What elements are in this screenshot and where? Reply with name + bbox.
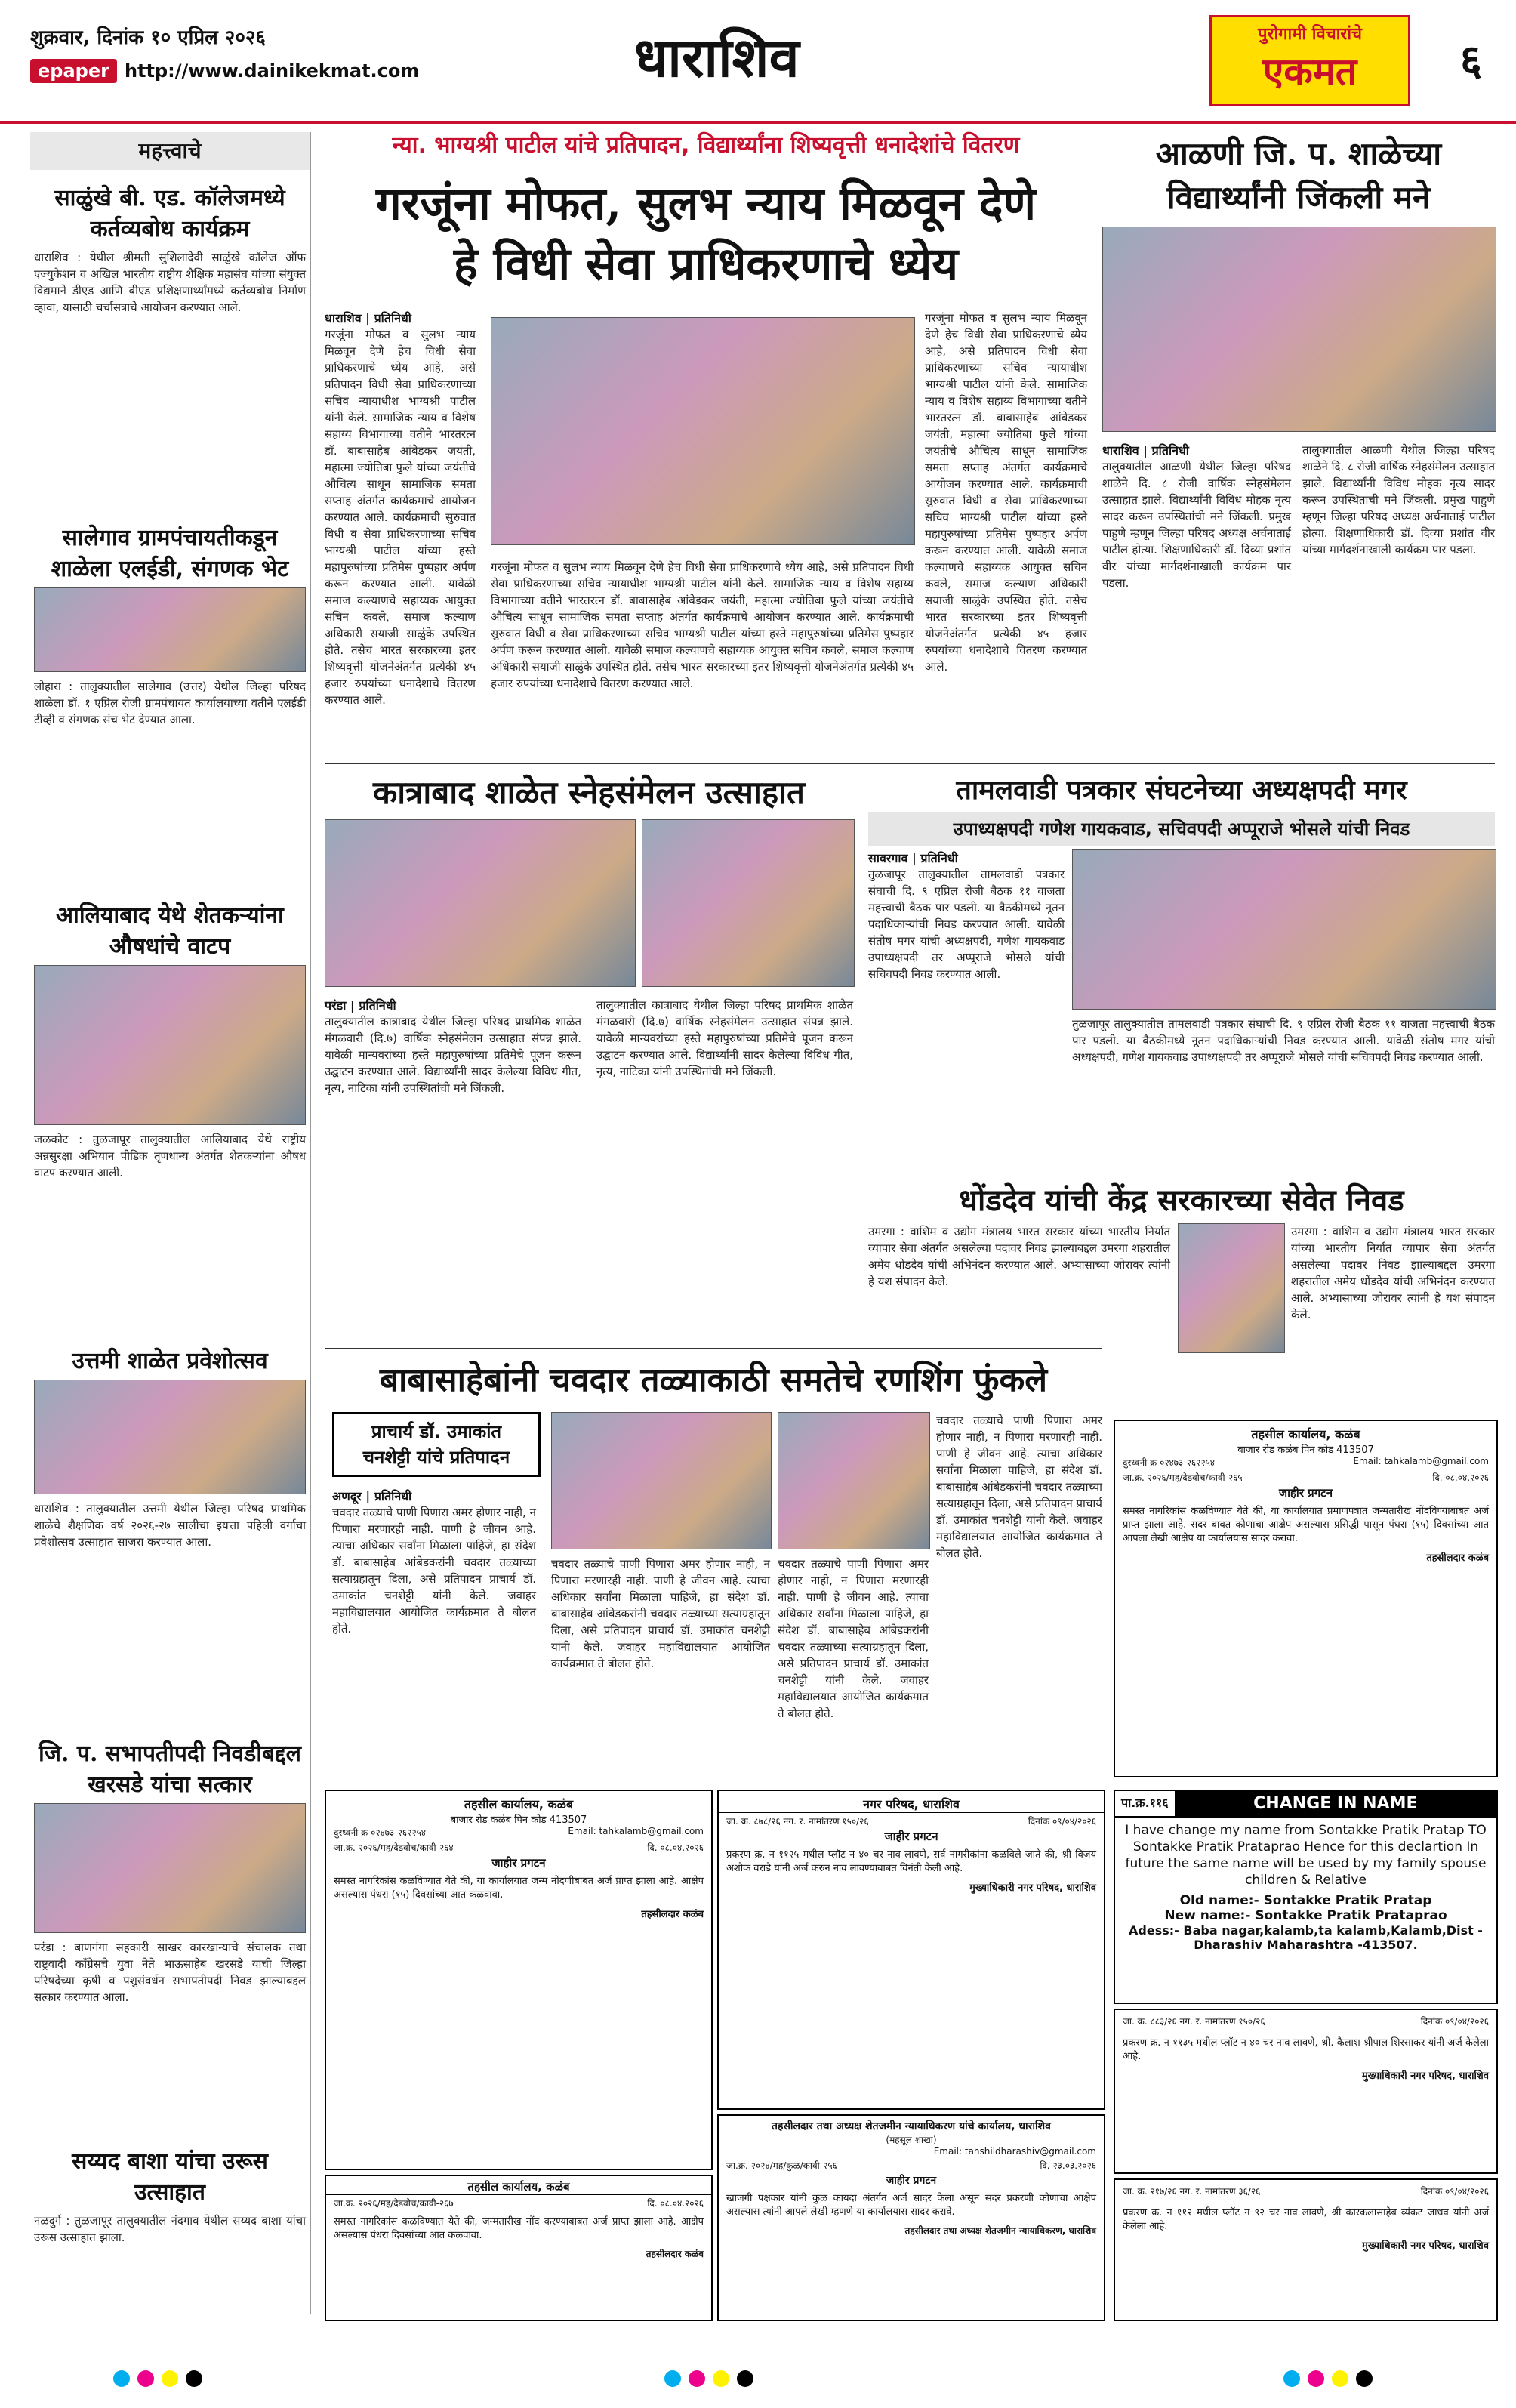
notice-sign: तहसीलदार कळंब xyxy=(1426,1552,1489,1564)
sidebar-item-4 xyxy=(34,1344,306,1550)
notice-sign: तहसीलदार कळंब xyxy=(646,2249,704,2259)
notice-ref: जा.क्र. २०२४/मह/कुळ/कावी-२५६ xyxy=(726,2160,837,2171)
color-bar-middle xyxy=(664,2370,753,2393)
notice-text: समस्त नागरिकांस कळविण्यात येते की, या कार्यालयात प्रमाणपत्रात जन्मतारीख नोंदविण्याबाबत अर्ज प्राप्त झाला आहे. सदर बाबत कोणाचा आक्षेप असल्यास प्रसिद्धी पासून पंधरा (१५) दिवसांच्या आत आपला लेखी आक्षेप या कार्यालयास सादर करावा. xyxy=(1123,1506,1489,1544)
notice-date: दिनांक ०९/०४/२०२६ xyxy=(1420,2186,1489,2197)
notice-text: प्रकरण क्र. न ११३५ मधील प्लॉट न ४० चर नाव लावणे, श्री. कैलाश श्रीपाल शिरसाकर यांनी अर्ज केलेला आहे. xyxy=(1123,2037,1489,2062)
notice-sign: मुख्याधिकारी नगर परिषद, धाराशिव xyxy=(1361,2070,1489,2082)
ad-address: Adess:- Baba nagar,kalamb,ta kalamb,Kalamb,Dist -Dharashiv Maharashtra -413507. xyxy=(1129,1923,1483,1952)
babasaheb-quote-box xyxy=(332,1412,541,1477)
babasaheb-body-4: चवदार तळ्याचे पाणी पिणारा अमर होणार नाही, न पिणारा मरणारही नाही. पाणी हे जीवन आहे. त्याचा अधिकार सर्वांना मिळाला पाहिजे, हा संदेश डॉ. बाबासाहेब आंबेडकरांनी चवदार तळ्याच्या सत्याग्रहातून दिला, असे प्रतिपादन प्राचार्य डॉ. उमाकांत चनशेट्टी यांनी केले. जवाहर महाविद्यालयात आयोजित कार्यक्रमात ते बोलत होते. xyxy=(936,1414,1102,1560)
notice-date: दिनांक ०९/०४/२०२६ xyxy=(1028,1816,1096,1827)
notice-date: दिनांक ०९/०४/२०२६ xyxy=(1420,2016,1489,2027)
babasaheb-photo-2 xyxy=(778,1412,930,1549)
notice-ref-row xyxy=(1115,2010,1496,2032)
sidebar-item-body: परंडा : बाणगंगा सहकारी साखर कारखान्याचे संचालक तथा राष्ट्रवादी काँग्रेसचे युवा नेते भाऊसाहेब खरसडे यांची जिल्हा परिषदेच्या कृषी व पशुसंवर्धन सभापतीपदी निवड झाल्याबद्दल सत्कार करण्यात आला. xyxy=(34,1941,306,2004)
notice-ref: जा.क्र. २०२६/मह/देडवोच/कावी-२६४ xyxy=(334,1842,454,1853)
change-of-name-header xyxy=(1115,1791,1496,1818)
school-headline xyxy=(1102,132,1495,220)
katrabad-body-2: तालुक्यातील कात्राबाद येथील जिल्हा परिषद प्राथमिक शाळेत मंगळवारी (दि.७) वार्षिक स्नेहसंमेलन उत्साहात संपन्न झाले. यावेळी मान्यवरांच्या हस्ते महापुरुषांच्या प्रतिमेचे पूजन करून उद्घाटन करण्यात आले. विद्यार्थ्यांनी सादर केलेल्या विविध गीत, नृत्य, नाटिका यांनी उपस्थितांची मने जिंकली. xyxy=(596,998,853,1078)
notice-date: दि. ०८.०४.२०२६ xyxy=(1432,1472,1489,1483)
tamalwadi-dateline: सावरगाव | प्रतिनिधी xyxy=(868,851,958,865)
tamalwadi-photo xyxy=(1072,849,1496,1010)
color-mark xyxy=(713,2370,729,2387)
notice-office: नगर परिषद, धाराशिव xyxy=(863,1797,960,1811)
school-photo xyxy=(1102,227,1496,432)
sidebar-item-1 xyxy=(34,181,306,316)
notice-sub: बाजार रोड कळंब पिन कोड 413507 xyxy=(1237,1444,1374,1456)
notice-sign: तहसीलदार कळंब xyxy=(641,1909,704,1920)
color-mark xyxy=(186,2370,202,2387)
dhondev-body-2: उमरगा : वाशिम व उद्योग मंत्रालय भारत सरकार यांच्या भारतीय निर्यात व्यापार सेवा अंतर्गत असलेल्या पदावर निवड झाल्याबद्दल उमरगा शहरातील अमेय धोंडदेव यांची अभिनंदन करण्यात आले. अभ्यासाच्या जोरावर त्यांनी हे यश संपादन केले. xyxy=(1291,1225,1495,1321)
lead-kicker: न्या. भाग्यश्री पाटील यांचे प्रतिपादन, विद्यार्थ्यांना शिष्यवृत्ती धनादेशांचे वितरण xyxy=(392,132,1020,159)
babasaheb-box-line1: प्राचार्य डॉ. उमाकांत xyxy=(371,1421,502,1442)
color-bar-right xyxy=(1283,2370,1373,2393)
notice-office: तहसील कार्यालय, कळंब xyxy=(1251,1427,1360,1441)
sidebar-item-body: धाराशिव : येथील श्रीमती सुशिलादेवी साळुंखे कॉलेज ऑफ एज्युकेशन व अखिल भारतीय राष्ट्रीय शैक्षिक महासंघ यांच्या संयुक्त विद्यमाने डीएड आणि बीएड प्रशिक्षणार्थ्यांमध्ये कर्तव्यबोध निर्माण व्हावा, यासाठी चर्चासत्राचे आयोजन करण्यात आले. xyxy=(34,251,306,314)
notice-1 xyxy=(1114,1420,1498,1777)
lead-body-2: गरजूंना मोफत व सुलभ न्याय मिळवून देणे हेच विधी सेवा प्राधिकरणाचे ध्येय आहे, असे प्रतिपादन विधी सेवा प्राधिकरणाच्या सचिव न्यायाधीश भाग्यश्री पाटील यांनी केले. सामाजिक न्याय व विशेष सहाय्य विभागाच्या वतीने भारतरत्न डॉ. बाबासाहेब आंबेडकर जयंती, महात्मा ज्योतिबा फुले यांच्या जयंतीचे औचित्य साधून सामाजिक समता सप्ताह अंतर्गत कार्यक्रमाचे आयोजन करण्यात आले. कार्यक्रमाची सुरुवात विधी व सेवा प्राधिकरणाच्या सचिव भाग्यश्री पाटील यांच्या हस्ते महापुरुषांच्या प्रतिमेस पुष्पहार अर्पण करून करण्यात आली. यावेळी समाज कल्याणचे सहाय्यक आयुक्त सचिन कवले, समाज कल्याण अधिकारी सयाजी साळुंके उपस्थित होते. तसेच भारत सरकारच्या इतर शिष्यवृत्ती योजनेअंतर्गत प्रत्येकी ४५ हजार रुपयांच्या धनादेशाचे वितरण करण्यात आले. xyxy=(491,560,914,690)
change-of-name-ad xyxy=(1114,1790,1498,2004)
lead-headline xyxy=(325,174,1087,294)
notice-date: दि. ०८.०४.२०२६ xyxy=(647,2198,704,2209)
sidebar-photo xyxy=(34,587,306,672)
color-mark xyxy=(162,2370,178,2387)
tamalwadi-body-2: तुळजापूर तालुक्यातील तामलवाडी पत्रकार संघाची दि. ९ एप्रिल रोजी बैठक ११ वाजता महत्त्वाची बैठक पार पडली. या बैठकीमध्ये नूतन पदाधिकाऱ्यांची निवड करण्यात आली. यावेळी संतोष मगर यांची अध्यक्षपदी, गणेश गायकवाड उपाध्यक्षपदी तर अप्पूराजे भोसले यांची सचिवपदी निवड करण्यात आली. xyxy=(1072,1017,1495,1064)
notice-text: खाजगी पक्षकार यांनी कुळ कायदा अंतर्गत अर्ज सादर केला असून सदर प्रकरणी कोणाचा आक्षेप असल्यास त्यांनी आपले लेखी म्हणणे या कार्यालयास सादर करावे. xyxy=(726,2193,1096,2218)
lead-photo xyxy=(491,317,915,545)
notice-sign: तहसीलदार तथा अध्यक्ष शेतजमीन न्यायाधिकरण, धाराशिव xyxy=(904,2225,1096,2236)
epaper-tag: epaper xyxy=(30,59,117,83)
ad-heading: CHANGE IN NAME xyxy=(1175,1791,1496,1816)
color-mark xyxy=(137,2370,154,2387)
color-mark xyxy=(689,2370,705,2387)
notice-phone: दुरध्वनी क्र ०२४७३-२६२२५४ xyxy=(334,1827,427,1838)
section-title: धाराशिव xyxy=(634,25,800,89)
notice-email: Email: tahkalamb@gmail.com xyxy=(568,1826,704,1836)
babasaheb-dateline: अणदूर | प्रतिनिधी xyxy=(332,1489,412,1503)
lead-dateline: धाराशिव | प्रतिनिधी xyxy=(325,311,411,325)
tamalwadi-subtitle: उपाध्यक्षपदी गणेश गायकवाड, सचिवपदी अप्पूराजे भोसले यांची निवड xyxy=(868,812,1495,846)
lead-body-3: गरजूंना मोफत व सुलभ न्याय मिळवून देणे हेच विधी सेवा प्राधिकरणाचे ध्येय आहे, असे प्रतिपादन विधी सेवा प्राधिकरणाच्या सचिव न्यायाधीश भाग्यश्री पाटील यांनी केले. सामाजिक न्याय व विशेष सहाय्य विभागाच्या वतीने भारतरत्न डॉ. बाबासाहेब आंबेडकर जयंती, महात्मा ज्योतिबा फुले यांच्या जयंतीचे औचित्य साधून सामाजिक समता सप्ताह अंतर्गत कार्यक्रमाचे आयोजन करण्यात आले. कार्यक्रमाची सुरुवात विधी व सेवा प्राधिकरणाच्या सचिव भाग्यश्री पाटील यांच्या हस्ते महापुरुषांच्या प्रतिमेस पुष्पहार अर्पण करून करण्यात आली. यावेळी समाज कल्याणचे सहाय्यक आयुक्त सचिन कवले, समाज कल्याण अधिकारी सयाजी साळुंके उपस्थित होते. तसेच भारत सरकारच्या इतर शिष्यवृत्ती योजनेअंतर्गत प्रत्येकी ४५ हजार रुपयांच्या धनादेशाचे वितरण करण्यात आले. xyxy=(925,311,1087,674)
notice-sub: बाजार रोड कळंब पिन कोड 413507 xyxy=(450,1814,587,1826)
notice-contacts xyxy=(326,1826,711,1839)
lead-headline-line1: गरजूंना मोफत, सुलभ न्याय मिळवून देणे xyxy=(375,177,1037,230)
notice-ref-row xyxy=(326,1839,711,1855)
notice-sign: मुख्याधिकारी नगर परिषद, धाराशिव xyxy=(1361,2240,1489,2252)
school-headline-line2: विद्यार्थ्यांनी जिंकली मने xyxy=(1166,179,1431,216)
sidebar-item-body: नळदुर्ग : तुळजापूर तालुक्यातील नंदगाव येथील सय्यद बाशा यांचा उरूस उत्साहात झाला. xyxy=(34,2214,306,2244)
color-mark xyxy=(1356,2370,1373,2387)
color-mark xyxy=(1308,2370,1324,2387)
sidebar-item-5 xyxy=(34,1737,306,2006)
notice-text: समस्त नागरिकांस कळविण्यात येते की, या कार्यालयात जन्म नोंदणीबाबत अर्ज प्राप्त झाला आहे. आक्षेप असल्यास पंधरा (१५) दिवसांच्या आत कळवावा. xyxy=(334,1876,704,1901)
notice-ref: जा. क्र. २१७/२६ नग. र. नामांतरण ३६/२६ xyxy=(1123,2186,1261,2197)
brand-name: एकमत xyxy=(1262,49,1357,94)
tamalwadi-headline: तामलवाडी पत्रकार संघटनेच्या अध्यक्षपदी मगर xyxy=(956,774,1407,806)
sidebar-photo xyxy=(34,1380,306,1494)
notice-2 xyxy=(325,1790,713,2170)
school-body-2: तालुक्यातील आळणी येथील जिल्हा परिषद शाळेने दि. ८ रोजी वार्षिक स्नेहसंमेलन उत्साहात झाले. विद्यार्थ्यांनी विविध मोहक नृत्य सादर करून उपस्थितांची मने जिंकली. प्रमुख पाहुणे म्हणून जिल्हा परिषद अध्यक्ष अर्चनाताई पाटील होत्या. शिक्षणाधिकारी डॉ. दिव्या प्रशांत वीर यांच्या मार्गदर्शनाखाली कार्यक्रम पार पडला. xyxy=(1302,443,1495,557)
sidebar-item-title: आलियाबाद येथे शेतकऱ्यांना औषधांचे वाटप xyxy=(56,902,284,960)
notice-ref-row xyxy=(719,1812,1104,1829)
notice-heading: जाहीर प्रगटन xyxy=(1278,1486,1333,1500)
notice-text: प्रकरण क्र. न ११२५ मधील प्लॉट न ४० चर नाव लावणे, सर्व नागरीकांना कळविले जाते की, श्री विजय अशोक वराडे यांनी अर्ज करुन नाव लावण्याबाबत विनंती केली आहे. xyxy=(726,1849,1096,1874)
notice-ref: जा. क्र. ८८३/२६ नग. र. नामांतरण १५०/२६ xyxy=(1123,2016,1265,2027)
katrabad-col-1 xyxy=(325,997,581,1096)
notice-office: तहसील कार्यालय, कळंब xyxy=(467,2180,570,2194)
notice-ref-row xyxy=(719,2157,1104,2173)
notice-ref: जा.क्र. २०२६/मह/देडवोच/कावी-२६७ xyxy=(334,2198,454,2209)
sidebar-item-title: जि. प. सभापतीपदी निवडीबद्दल खरसडे यांचा सत्कार xyxy=(39,1740,301,1798)
issue-date: शुक्रवार, दिनांक १० एप्रिल २०२६ xyxy=(30,26,266,49)
sidebar-item-6 xyxy=(34,2144,306,2246)
tamalwadi-col-1 xyxy=(868,849,1065,982)
sidebar-tagline: महत्त्वाचे xyxy=(30,132,310,170)
color-mark xyxy=(664,2370,681,2387)
school-body: तालुक्यातील आळणी येथील जिल्हा परिषद शाळेने दि. ८ रोजी वार्षिक स्नेहसंमेलन उत्साहात झाले. विद्यार्थ्यांनी विविध मोहक नृत्य सादर करून उपस्थितांची मने जिंकली. प्रमुख पाहुणे म्हणून जिल्हा परिषद अध्यक्ष अर्चनाताई पाटील होत्या. शिक्षणाधिकारी डॉ. दिव्या प्रशांत वीर यांच्या मार्गदर्शनाखाली कार्यक्रम पार पडला. xyxy=(1102,460,1291,590)
divider xyxy=(325,1348,1102,1349)
notice-heading: जाहीर प्रगटन xyxy=(884,1830,938,1843)
ad-old-name: Old name:- Sontakke Pratik Pratap xyxy=(1179,1893,1432,1908)
sidebar-item-title: उत्तमी शाळेत प्रवेशोत्सव xyxy=(72,1348,268,1374)
notice-email: Email: tahshildharashiv@gmail.com xyxy=(933,2146,1096,2157)
sidebar-photo xyxy=(34,965,306,1125)
lead-col-1 xyxy=(325,310,476,708)
notice-phone: दुरध्वनी क्र ०२४७३-२६२२५४ xyxy=(1123,1457,1216,1468)
masthead xyxy=(0,0,1516,124)
ad-ref: पा.क्र.११६ xyxy=(1121,1796,1169,1810)
sidebar-item-2 xyxy=(34,521,306,728)
notice-ref-row xyxy=(1115,2180,1496,2202)
notice-date: दि. ०८.०४.२०२६ xyxy=(647,1842,704,1853)
school-headline-line1: आळणी जि. प. शाळेच्या xyxy=(1155,135,1442,172)
school-dateline: धाराशिव | प्रतिनिधी xyxy=(1102,443,1189,458)
notice-email: Email: tahkalamb@gmail.com xyxy=(1353,1456,1489,1466)
babasaheb-body-3: चवदार तळ्याचे पाणी पिणारा अमर होणार नाही, न पिणारा मरणारही नाही. पाणी हे जीवन आहे. त्याचा अधिकार सर्वांना मिळाला पाहिजे, हा संदेश डॉ. बाबासाहेब आंबेडकरांनी चवदार तळ्याच्या सत्याग्रहातून दिला, असे प्रतिपादन प्राचार्य डॉ. उमाकांत चनशेट्टी यांनी केले. जवाहर महाविद्यालयात आयोजित कार्यक्रमात ते बोलत होते. xyxy=(778,1557,929,1720)
brand-tagline: पुरोगामी विचारांचे xyxy=(1257,25,1363,44)
ad-text: I have change my name from Sontakke Pratik Pratap TO Sontakke Pratik Prataprao Hence for this declartion In future the same name will be used by my family spouse children & Relative xyxy=(1125,1823,1487,1888)
site-url[interactable]: http://www.dainikekmat.com xyxy=(124,60,420,82)
notice-sub: (महसूल शाखा) xyxy=(886,2135,937,2145)
sidebar-item-title: सय्यद बाशा यांचा उरूस उत्साहात xyxy=(72,2148,268,2206)
notice-heading: जाहीर प्रगटन xyxy=(491,1856,546,1870)
notice-contacts xyxy=(1115,1456,1496,1469)
babasaheb-photo-1 xyxy=(551,1412,772,1549)
babasaheb-box-line2: चनशेट्टी यांचे प्रतिपादन xyxy=(362,1447,510,1468)
babasaheb-headline: बाबासाहेबांनी चवदार तळ्याकाठी समतेचे रणशिंग फुंकले xyxy=(379,1361,1048,1399)
notice-sign: मुख्याधिकारी नगर परिषद, धाराशिव xyxy=(969,1882,1096,1894)
notice-ref-row xyxy=(1115,1469,1496,1485)
notice-5 xyxy=(325,2175,713,2321)
color-mark xyxy=(113,2370,130,2387)
school-col-1 xyxy=(1102,442,1291,591)
tamalwadi-body: तुळजापूर तालुक्यातील तामलवाडी पत्रकार संघाची दि. ९ एप्रिल रोजी बैठक ११ वाजता महत्त्वाची बैठक पार पडली. या बैठकीमध्ये नूतन पदाधिकाऱ्यांची निवड करण्यात आली. यावेळी संतोष मगर यांची अध्यक्षपदी, गणेश गायकवाड उपाध्यक्षपदी तर अप्पूराजे भोसले यांची सचिवपदी निवड करण्यात आली. xyxy=(868,868,1065,981)
notice-3 xyxy=(717,1790,1105,2110)
notice-office: तहसील कार्यालय, कळंब xyxy=(464,1797,574,1811)
np-notice-1 xyxy=(1114,2009,1498,2174)
color-mark xyxy=(1332,2370,1348,2387)
epaper-link[interactable] xyxy=(30,60,419,82)
sidebar-item-body: धाराशिव : तालुक्यातील उत्तमी येथील जिल्हा परिषद प्राथमिक शाळेचे शैक्षणिक वर्ष २०२६-२७ सालीचा इयत्ता पहिली वर्गाचा प्रवेशोत्सव उत्साहात साजरा करण्यात आला. xyxy=(34,1502,306,1549)
np-notice-2 xyxy=(1114,2178,1498,2321)
sidebar-item-body: जळकोट : तुळजापूर तालुक्यातील आलियाबाद येथे राष्ट्रीय अन्नसुरक्षा अभियान पीडिक तृणधान्य अंतर्गत शेतकऱ्यांना औषध वाटप करण्यात आली. xyxy=(34,1133,306,1179)
babasaheb-body: चवदार तळ्याचे पाणी पिणारा अमर होणार नाही, न पिणारा मरणारही नाही. पाणी हे जीवन आहे. त्याचा अधिकार सर्वांना मिळाला पाहिजे, हा संदेश डॉ. बाबासाहेब आंबेडकरांनी चवदार तळ्याच्या सत्याग्रहातून दिला, असे प्रतिपादन प्राचार्य डॉ. उमाकांत चनशेट्टी यांनी केले. जवाहर महाविद्यालयात आयोजित कार्यक्रमात ते बोलत होते. xyxy=(332,1506,536,1636)
notice-ref: जा.क्र. २०२६/मह/देडवोच/कावी-२६५ xyxy=(1123,1472,1243,1483)
dhondev-headline: धोंडदेव यांची केंद्र सरकारच्या सेवेत निवड xyxy=(959,1182,1404,1218)
notice-text: समस्त नागरिकांस कळविण्यात येते की, जन्मतारीख नोंद करण्याबाबत अर्ज प्राप्त झाला आहे. आक्षेप असल्यास पंधरा दिवसांच्या आत कळवावा. xyxy=(334,2216,704,2241)
sidebar-item-title: सालेगाव ग्रामपंचायतीकडून शाळेला एलईडी, संगणक भेट xyxy=(51,525,289,582)
notice-ref: जा. क्र. ८७८/२६ नग. र. नामांतरण १५०/२६ xyxy=(726,1816,869,1827)
notice-text: प्रकरण क्र. न ११२ मधील प्लॉट न ९२ चर नाव लावणे, श्री कारकलासाहेब व्यंकट जाधव यांनी अर्ज केलेला आहे. xyxy=(1123,2207,1489,2232)
sidebar-photo xyxy=(34,1803,306,1933)
babasaheb-col-1 xyxy=(332,1488,536,1637)
notice-office: तहसीलदार तथा अध्यक्ष शेतजमीन न्यायाधिकरण यांचे कार्यालय, धाराशिव xyxy=(772,2120,1051,2132)
katrabad-body: तालुक्यातील कात्राबाद येथील जिल्हा परिषद प्राथमिक शाळेत मंगळवारी (दि.७) वार्षिक स्नेहसंमेलन उत्साहात संपन्न झाले. यावेळी मान्यवरांच्या हस्ते महापुरुषांच्या प्रतिमेचे पूजन करून उद्घाटन करण्यात आले. विद्यार्थ्यांनी सादर केलेल्या विविध गीत, नृत्य, नाटिका यांनी उपस्थितांची मने जिंकली. xyxy=(325,1015,581,1095)
babasaheb-body-2: चवदार तळ्याचे पाणी पिणारा अमर होणार नाही, न पिणारा मरणारही नाही. पाणी हे जीवन आहे. त्याचा अधिकार सर्वांना मिळाला पाहिजे, हा संदेश डॉ. बाबासाहेब आंबेडकरांनी चवदार तळ्याच्या सत्याग्रहातून दिला, असे प्रतिपादन प्राचार्य डॉ. उमाकांत चनशेट्टी यांनी केले. जवाहर महाविद्यालयात आयोजित कार्यक्रमात ते बोलत होते. xyxy=(551,1557,770,1670)
color-bar-left xyxy=(113,2370,202,2393)
brand-logo xyxy=(1209,15,1410,106)
ad-new-name: New name:- Sontakke Pratik Prataprao xyxy=(1164,1908,1447,1923)
sidebar-item-title: साळुंखे बी. एड. कॉलेजमध्ये कर्तव्यबोध कार्यक्रम xyxy=(54,185,285,242)
divider xyxy=(325,763,1495,764)
notice-4 xyxy=(717,2114,1105,2321)
lead-headline-line2: हे विधी सेवा प्राधिकरणाचे ध्येय xyxy=(453,238,959,291)
katrabad-photo-1 xyxy=(325,819,636,987)
katrabad-headline: कात्राबाद शाळेत स्नेहसंमेलन उत्साहात xyxy=(373,774,805,811)
notice-ref-row xyxy=(326,2194,711,2211)
lead-body: गरजूंना मोफत व सुलभ न्याय मिळवून देणे हेच विधी सेवा प्राधिकरणाचे ध्येय आहे, असे प्रतिपादन विधी सेवा प्राधिकरणाच्या सचिव न्यायाधीश भाग्यश्री पाटील यांनी केले. सामाजिक न्याय व विशेष सहाय्य विभागाच्या वतीने भारतरत्न डॉ. बाबासाहेब आंबेडकर जयंती, महात्मा ज्योतिबा फुले यांच्या जयंतीचे औचित्य साधून सामाजिक समता सप्ताह अंतर्गत कार्यक्रमाचे आयोजन करण्यात आले. कार्यक्रमाची सुरुवात विधी व सेवा प्राधिकरणाच्या सचिव भाग्यश्री पाटील यांच्या हस्ते महापुरुषांच्या प्रतिमेस पुष्पहार अर्पण करून करण्यात आली. यावेळी समाज कल्याणचे सहाय्यक आयुक्त सचिन कवले, समाज कल्याण अधिकारी सयाजी साळुंके उपस्थित होते. तसेच भारत सरकारच्या इतर शिष्यवृत्ती योजनेअंतर्गत प्रत्येकी ४५ हजार रुपयांच्या धनादेशाचे वितरण करण्यात आले. xyxy=(325,328,476,707)
notice-heading: जाहीर प्रगटन xyxy=(886,2175,937,2187)
katrabad-dateline: परंडा | प्रतिनिधी xyxy=(325,998,396,1013)
dhondev-photo xyxy=(1178,1223,1285,1353)
sidebar-item-body: लोहारा : तालुक्यातील सालेगाव (उत्तर) येथील जिल्हा परिषद शाळेला डॉ. १ एप्रिल रोजी ग्रामपंचायत कार्यालयाच्या वतीने एलईडी टीव्ही व संगणक संच भेट देण्यात आला. xyxy=(34,680,306,726)
notice-date: दि. २३.०३.२०२६ xyxy=(1040,2160,1096,2171)
dhondev-body: उमरगा : वाशिम व उद्योग मंत्रालय भारत सरकार यांच्या भारतीय निर्यात व्यापार सेवा अंतर्गत असलेल्या पदावर निवड झाल्याबद्दल उमरगा शहरातील अमेय धोंडदेव यांची अभिनंदन करण्यात आले. अभ्यासाच्या जोरावर त्यांनी हे यश संपादन केले. xyxy=(868,1225,1170,1288)
page-number: ६ xyxy=(1459,36,1482,85)
sidebar-item-3 xyxy=(34,899,306,1181)
color-mark xyxy=(1283,2370,1300,2387)
katrabad-photo-2 xyxy=(642,819,855,987)
color-mark xyxy=(737,2370,753,2387)
